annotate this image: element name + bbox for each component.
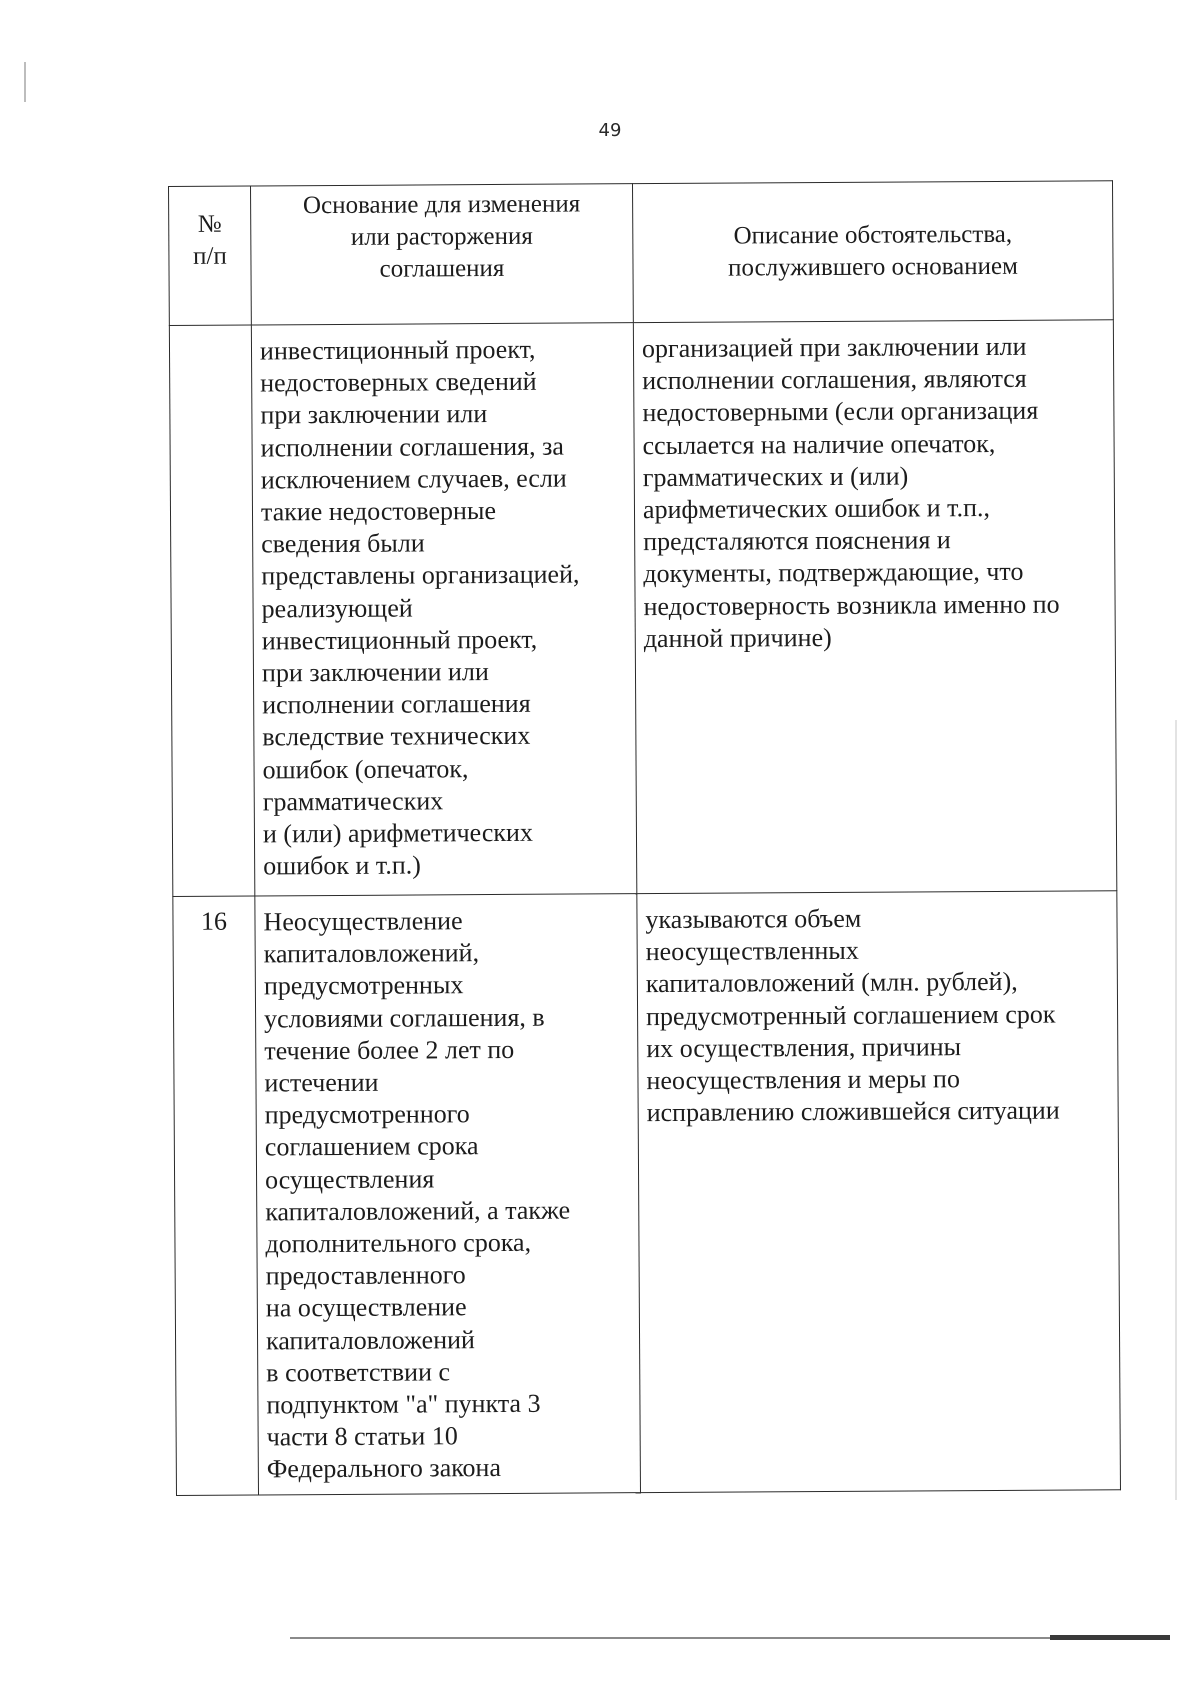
header-number-line: п/п: [192, 242, 227, 270]
description-line: организацией при заключении или: [641, 331, 1027, 364]
basis-line: Неосуществление: [263, 906, 463, 937]
basis-line: исполнении соглашения, за: [260, 431, 564, 463]
basis-line: исключением случаев, если: [260, 463, 567, 495]
basis-line: в соответствии с: [266, 1357, 451, 1388]
basis-line: грамматических: [262, 786, 444, 817]
description-line: ссылается на наличие опечаток,: [642, 428, 996, 460]
row-number: 16: [173, 896, 259, 1495]
row-description: [637, 891, 1121, 1493]
basis-line: предусмотренных: [263, 970, 464, 1001]
basis-line: Федерального закона: [266, 1453, 502, 1484]
description-line: их осуществления, причины: [646, 1031, 962, 1063]
basis-line: исполнении соглашения: [262, 689, 531, 720]
header-description-line: Описание обстоятельства,: [733, 220, 1013, 250]
basis-line: дополнительного срока,: [265, 1227, 532, 1259]
description-line: исправлению сложившейся ситуации: [646, 1095, 1060, 1128]
description-line: неосуществленных: [645, 935, 859, 967]
basis-line: капиталовложений, а также: [265, 1195, 571, 1227]
scan-artifact-left: [24, 62, 26, 102]
basis-line: течение более 2 лет по: [264, 1034, 515, 1066]
row-basis: [255, 894, 641, 1495]
basis-line: соглашением срока: [264, 1131, 479, 1162]
basis-line: инвестиционный проект,: [261, 624, 538, 656]
basis-line: предусмотренного: [264, 1099, 470, 1130]
row-description: [633, 320, 1116, 894]
row-basis: [251, 323, 636, 896]
bottom-rule-thick: [1050, 1635, 1170, 1640]
bottom-rule: [290, 1637, 1170, 1639]
description-line: неосуществления и меры по: [646, 1064, 960, 1096]
basis-line: представлены организацией,: [261, 559, 580, 591]
table-row: [169, 320, 1116, 897]
table-row: [173, 891, 1121, 1495]
basis-line: капиталовложений,: [263, 938, 480, 969]
basis-line: осуществления: [264, 1164, 435, 1195]
basis-line: капиталовложений: [265, 1324, 475, 1356]
basis-line: сведения были: [261, 528, 425, 559]
description-line: указываются объем: [645, 903, 862, 935]
basis-line: недостоверных сведений: [260, 366, 537, 398]
basis-line: инвестиционный проект,: [259, 334, 536, 366]
table-header-row: [169, 181, 1114, 326]
basis-line: ошибок и т.п.): [263, 850, 421, 881]
header-basis-line: или расторжения: [350, 222, 533, 251]
description-line: документы, подтверждающие, что: [643, 557, 1024, 589]
basis-line: подпунктом "а" пункта 3: [266, 1388, 541, 1420]
basis-line: предоставленного: [265, 1260, 466, 1291]
basis-line: такие недостоверные: [260, 496, 497, 527]
basis-line: части 8 статьи 10: [266, 1421, 458, 1452]
basis-line: при заключении или: [261, 657, 489, 688]
description-line: предусмотренный соглашением срок: [645, 999, 1056, 1031]
basis-line: истечении: [264, 1067, 379, 1098]
description-line: капиталовложений (млн. рублей),: [645, 967, 1018, 999]
description-line: недостоверными (если организация: [642, 396, 1039, 428]
scan-artifact-right: [1175, 720, 1177, 1500]
basis-line: реализующей: [261, 593, 413, 624]
basis-line: при заключении или: [260, 399, 488, 430]
basis-line: на осуществление: [265, 1292, 467, 1323]
description-line: недостоверность возникла именно по: [643, 589, 1060, 621]
description-line: данной причине): [643, 622, 832, 653]
document-table: [168, 180, 1121, 1495]
basis-line: и (или) арифметических: [262, 817, 533, 849]
header-description-line: послужившего основанием: [728, 252, 1018, 282]
header-basis: [251, 184, 634, 325]
header-description: [632, 181, 1113, 323]
header-number-line: №: [197, 210, 222, 238]
header-basis-line: Основание для изменения: [302, 190, 581, 220]
page-number: 49: [598, 120, 622, 141]
row-number: [169, 325, 254, 896]
description-line: грамматических и (или): [642, 461, 909, 492]
basis-line: вследствие технических: [262, 721, 531, 752]
description-line: предсталяются пояснения и: [643, 525, 951, 557]
description-line: исполнении соглашения, являются: [642, 363, 1027, 396]
basis-line: ошибок (опечаток,: [262, 753, 469, 785]
header-number: [169, 186, 252, 325]
description-line: арифметических ошибок и т.п.,: [642, 493, 991, 525]
basis-line: условиями соглашения, в: [263, 1002, 545, 1034]
header-basis-line: соглашения: [379, 254, 505, 283]
